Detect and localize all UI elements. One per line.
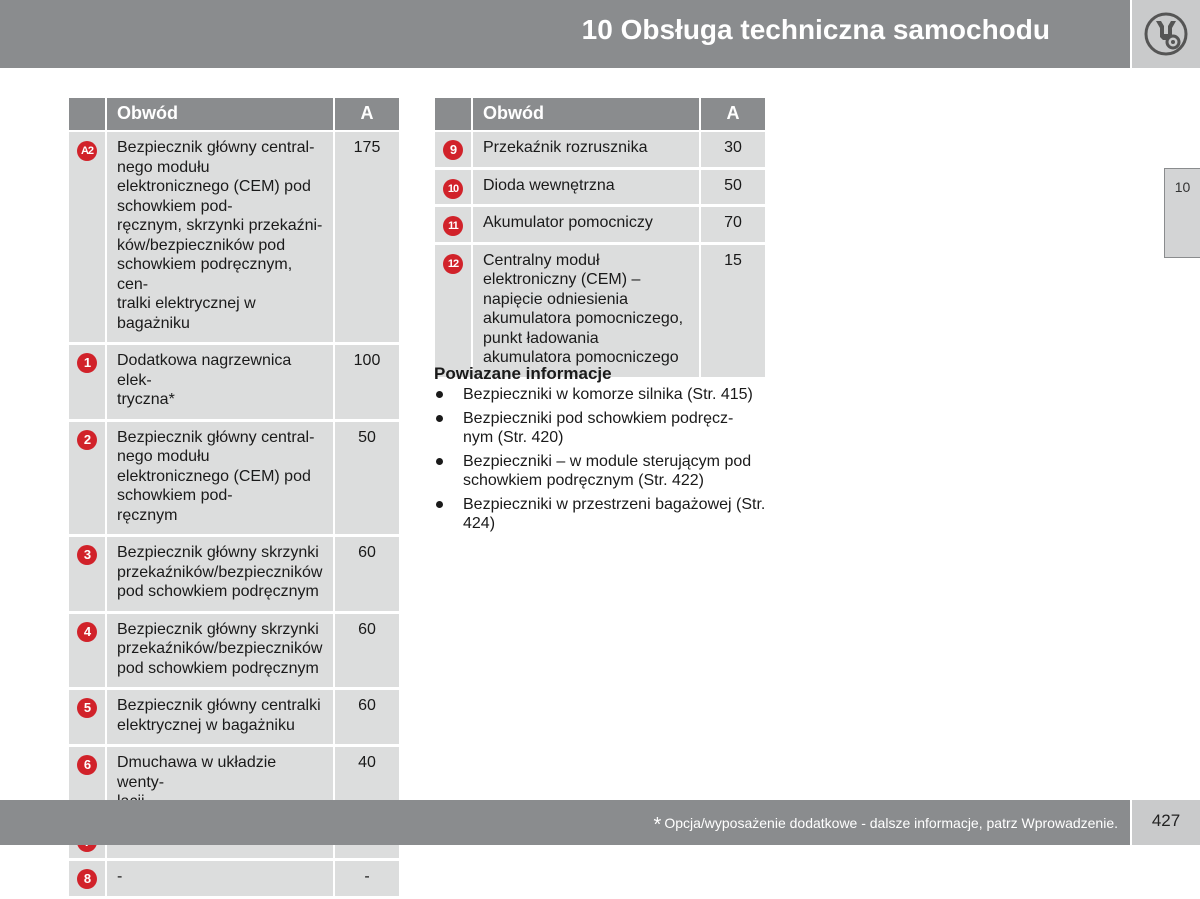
page-title: 10 Obsługa techniczna samochodu: [581, 14, 1050, 45]
row-number-cell: [435, 132, 473, 170]
chapter-tab[interactable]: 10: [1164, 168, 1200, 258]
asterisk: *: [653, 814, 662, 836]
header-amp: A: [335, 98, 399, 132]
table-row: [69, 132, 399, 345]
fuse-number-badge-icon: 4: [77, 622, 97, 642]
table-row: [435, 132, 765, 170]
fuse-number-badge-icon: 12: [443, 254, 463, 274]
related-link-item[interactable]: Bezpieczniki w komorze silnika (Str. 415): [434, 385, 774, 404]
table-row: [69, 614, 399, 691]
amperage-value: 70: [701, 207, 765, 245]
fuse-number-badge-icon: 5: [77, 698, 97, 718]
row-number-cell: [435, 245, 473, 380]
table-header-row: [69, 98, 399, 132]
row-number-cell: [69, 614, 107, 691]
header-circuit: Obwód: [107, 98, 335, 132]
fuse-number-badge-icon: 1: [77, 353, 97, 373]
circuit-description: Dioda wewnętrzna: [473, 170, 701, 208]
related-heading: Powiazane informacje: [434, 364, 612, 383]
row-number-cell: [69, 690, 107, 747]
amperage-value: -: [335, 861, 399, 899]
circuit-description: Bezpiecznik główny central- nego modułu elektronicznego (CEM) pod schowkiem pod- ręcznym: [107, 422, 335, 538]
amperage-value: 30: [701, 132, 765, 170]
circuit-description: Przekaźnik rozrusznika: [473, 132, 701, 170]
footer-bar: [0, 800, 1130, 845]
table-row: [69, 422, 399, 538]
footer-note: [654, 814, 1118, 837]
fuse-number-badge-icon: 11: [443, 216, 463, 236]
table-header-row: [435, 98, 765, 132]
circuit-description: Dmuchawa w układzie wenty-: [107, 747, 335, 824]
table-row: [435, 170, 765, 208]
fuse-number-badge-icon: A2: [77, 141, 97, 161]
header-circuit: Obwód: [473, 98, 701, 132]
circuit-description: -: [107, 861, 335, 899]
fuse-number-badge-icon: 8: [77, 869, 97, 889]
fuse-table-right: [435, 98, 765, 380]
circuit-description: Akumulator pomocniczy: [473, 207, 701, 245]
amperage-value: 60: [335, 614, 399, 691]
related-link-item[interactable]: Bezpieczniki pod schowkiem podręcz- nym (Str. 420): [434, 409, 774, 447]
header-bar: [0, 0, 1130, 68]
page-number: 427: [1132, 800, 1200, 845]
amperage-value: 100: [335, 345, 399, 422]
table-row: [69, 861, 399, 899]
related-link-item[interactable]: Bezpieczniki – w module sterującym pod schowkiem podręcznym (Str. 422): [434, 452, 774, 490]
row-number-cell: [435, 170, 473, 208]
footer-note-text: Opcja/wyposażenie dodatkowe - dalsze informacje, patrz Wprowadzenie.: [664, 815, 1118, 831]
header-amp: A: [701, 98, 765, 132]
row-number-cell: [69, 345, 107, 422]
circuit-description: Centralny moduł elektroniczny (CEM) – napięcie odniesienia akumulatora pomocniczego, punkt ładowania akumulatora pomocniczego: [473, 245, 701, 380]
wrench-gear-icon: [1144, 12, 1188, 56]
fuse-number-badge-icon: 6: [77, 755, 97, 775]
row-number-cell: [69, 537, 107, 614]
row-number-cell: [69, 861, 107, 899]
related-link-item[interactable]: Bezpieczniki w przestrzeni bagażowej (Str. 424): [434, 495, 774, 533]
amperage-value: 175: [335, 132, 399, 345]
amperage-value: 50: [701, 170, 765, 208]
row-number-cell: [435, 207, 473, 245]
related-info: [434, 364, 774, 538]
fuse-number-badge-icon: 10: [443, 179, 463, 199]
related-list: [434, 385, 774, 533]
amperage-value: 60: [335, 537, 399, 614]
row-number-cell: [69, 422, 107, 538]
fuse-number-badge-icon: 3: [77, 545, 97, 565]
fuse-number-badge-icon: 9: [443, 140, 463, 160]
table-row: [69, 537, 399, 614]
fuse-table-left: [69, 98, 399, 899]
table-row: [435, 245, 765, 380]
header-icon-box: [1132, 0, 1200, 68]
circuit-description: Bezpiecznik główny skrzynki przekaźników/bezpieczników pod schowkiem podręcznym: [107, 537, 335, 614]
table-row: [69, 690, 399, 747]
row-number-cell: [69, 132, 107, 345]
fuse-number-badge-icon: 2: [77, 430, 97, 450]
header-icon-col: [435, 98, 473, 132]
circuit-description: Bezpiecznik główny central- nego modułu elektronicznego (CEM) pod schowkiem pod- ręcznym, skrzynki przekaźni- ków/bezpieczników pod schowkiem podręcznym, cen- tralki elektrycznej w bagażniku: [107, 132, 335, 345]
amperage-value: 50: [335, 422, 399, 538]
table-row: [69, 345, 399, 422]
circuit-description: Bezpiecznik główny centralki elektrycznej w bagażniku: [107, 690, 335, 747]
circuit-description: Bezpiecznik główny skrzynki przekaźników/bezpieczników pod schowkiem podręcznym: [107, 614, 335, 691]
header-icon-col: [69, 98, 107, 132]
amperage-value: 15: [701, 245, 765, 380]
amperage-value: 40: [335, 747, 399, 824]
table-row: [435, 207, 765, 245]
circuit-description: Dodatkowa nagrzewnica elek- tryczna*: [107, 345, 335, 422]
amperage-value: 60: [335, 690, 399, 747]
